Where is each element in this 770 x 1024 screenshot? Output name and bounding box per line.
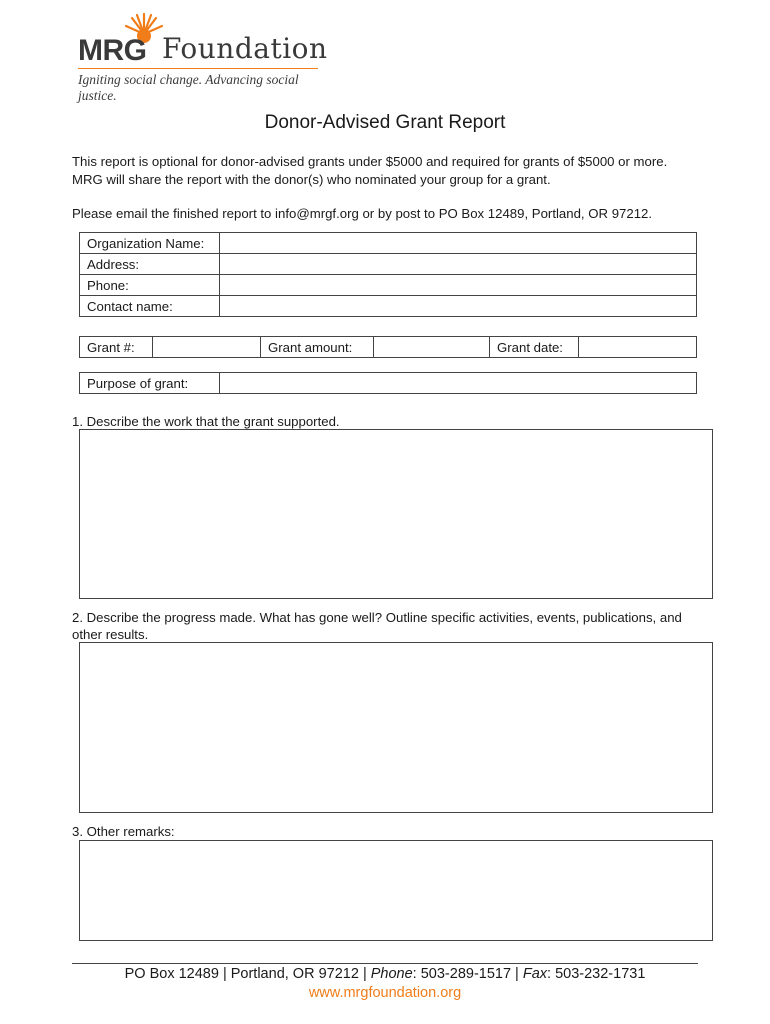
footer-address: PO Box 12489 | Portland, OR 97212 | bbox=[124, 966, 371, 982]
logo-divider bbox=[78, 68, 318, 69]
logo-foundation-text: Foundation bbox=[162, 32, 328, 65]
contact-info-table bbox=[79, 232, 697, 317]
question-3-label: 3. Other remarks: bbox=[72, 824, 175, 839]
page-title: Donor-Advised Grant Report bbox=[264, 112, 506, 133]
footer-fax: : 503-232-1731 bbox=[547, 966, 646, 982]
contact-name-label: Contact name: bbox=[80, 296, 220, 317]
phone-label: Phone: bbox=[80, 275, 220, 296]
grant-date-label: Grant date: bbox=[490, 337, 579, 358]
question-3-answer-box[interactable] bbox=[79, 840, 713, 941]
footer-contact bbox=[0, 966, 770, 982]
intro-paragraph: This report is optional for donor-advised grants under $5000 and required for grants of $5000 or more. MRG will share the report with the donor(s) who nominated your group for a grant. bbox=[72, 154, 668, 187]
table-row bbox=[80, 233, 697, 254]
organization-name-label: Organization Name: bbox=[80, 233, 220, 254]
purpose-table bbox=[79, 372, 697, 394]
address-label: Address: bbox=[80, 254, 220, 275]
grant-number-field[interactable] bbox=[153, 337, 261, 358]
address-field[interactable] bbox=[220, 254, 697, 275]
grant-date-field[interactable] bbox=[579, 337, 697, 358]
table-row bbox=[80, 275, 697, 296]
grant-amount-label: Grant amount: bbox=[261, 337, 374, 358]
question-1-answer-box[interactable] bbox=[79, 429, 713, 599]
logo-tagline: Igniting social change. Advancing social justice. bbox=[78, 72, 299, 103]
question-2-label: 2. Describe the progress made. What has gone well? Outline specific activities, events, publications, and other results. bbox=[72, 610, 682, 642]
email-instructions: Please email the finished report to info@mrgf.org or by post to PO Box 12489, Portland, OR 97212. bbox=[72, 206, 653, 221]
footer-website-link[interactable]: www.mrgfoundation.org bbox=[308, 985, 462, 1001]
grant-info-table bbox=[79, 336, 697, 358]
purpose-field[interactable] bbox=[220, 373, 697, 394]
question-2-answer-box[interactable] bbox=[79, 642, 713, 813]
mrg-foundation-logo bbox=[78, 12, 328, 103]
organization-name-field[interactable] bbox=[220, 233, 697, 254]
grant-number-label: Grant #: bbox=[80, 337, 153, 358]
table-row bbox=[80, 254, 697, 275]
table-row bbox=[80, 337, 697, 358]
logo-mrg-text: MRG bbox=[78, 34, 147, 67]
footer-divider bbox=[72, 963, 698, 964]
purpose-label: Purpose of grant: bbox=[80, 373, 220, 394]
grant-amount-field[interactable] bbox=[374, 337, 490, 358]
table-row bbox=[80, 373, 697, 394]
table-row bbox=[80, 296, 697, 317]
footer-fax-label: Fax bbox=[522, 966, 548, 982]
footer-phone-label: Phone bbox=[370, 966, 413, 982]
question-1-label: 1. Describe the work that the grant supported. bbox=[72, 414, 340, 429]
footer-phone: : 503-289-1517 | bbox=[412, 966, 523, 982]
phone-field[interactable] bbox=[220, 275, 697, 296]
contact-name-field[interactable] bbox=[220, 296, 697, 317]
